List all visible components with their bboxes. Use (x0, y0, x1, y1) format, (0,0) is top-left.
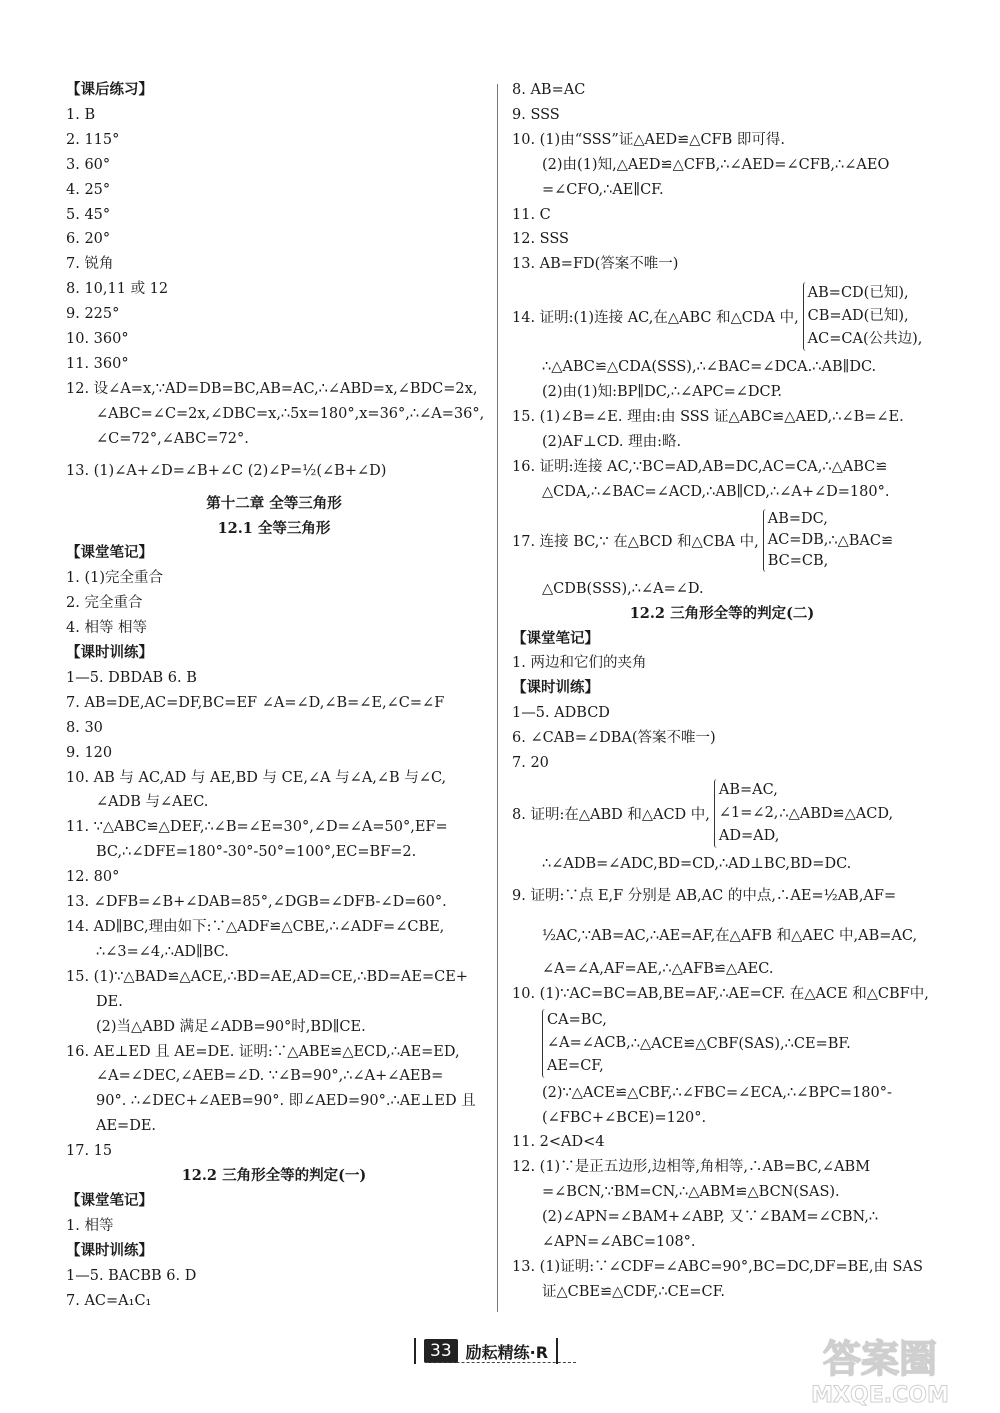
answer-line: 7. AB=DE,AC=DF,BC=EF ∠A=∠D,∠B=∠E,∠C=∠F (66, 694, 445, 711)
answer-line: 9. 证明:∵点 E,F 分别是 AB,AC 的中点,∴AE=½AB,AF= (512, 888, 897, 905)
answer-line: 12.1 全等三角形 (217, 519, 331, 537)
answer-line: 17. 15 (66, 1143, 113, 1160)
answer-line: 12.2 三角形全等的判定(二) (629, 604, 815, 622)
answer-line: 11. 360° (66, 355, 129, 372)
answer-line: 【课后练习】 (66, 81, 153, 98)
answer-17-text: 17. 连接 BC,∵ 在△BCD 和△CBA 中, (512, 534, 759, 551)
answer-line: 9. 225° (66, 306, 120, 323)
brace-14 (803, 282, 923, 351)
answers-block-10-13 (512, 1081, 932, 1305)
answer-line: 1—5. BACBB 6. D (66, 1267, 197, 1284)
answer-line: ∠A=∠A,AF=AE,∴△AFB≌△AEC. (542, 960, 774, 977)
answer-10-proof (512, 1007, 932, 1081)
answer-line: 12. SSS (512, 231, 569, 248)
answer-line: 15. (1)∵△BAD≌△ACE,∴BD=AE,AD=CE,∴BD=AE=CE+ (66, 968, 468, 985)
answer-line: 1. 两边和它们的夹角 (512, 655, 647, 672)
answer-line: 7. 锐角 (66, 256, 114, 273)
brace-line: AB=CD(已知), (807, 284, 909, 301)
answer-line: (2)AF⊥CD. 理由:略. (542, 433, 682, 450)
section-12-2-part2 (512, 577, 932, 776)
watermark-line1: 答案圈 (822, 1337, 938, 1381)
answer-line: (2)∠APN=∠BAM+∠ABP, 又∵∠BAM=∠CBN,∴ (542, 1209, 879, 1226)
answer-line: 9. 120 (66, 744, 113, 761)
answer-line: 【课时训练】 (66, 644, 153, 662)
brace-line: AB=DC, (767, 511, 828, 528)
answer-line: 9. SSS (512, 106, 560, 123)
brace-8 (714, 779, 779, 848)
answer-line: 11. 2<AD<4 (512, 1134, 605, 1151)
answer-line: 15. (1)∠B=∠E. 理由:由 SSS 证△ABC≌△AED,∴∠B=∠E. (512, 409, 904, 426)
answer-line: 14. AD∥BC,理由如下:∵△ADF≌△CBE,∴∠ADF=∠CBE, (66, 919, 445, 935)
answer-line: 13. (1)证明:∵∠CDF=∠ABC=90°,BC=DC,DF=BE,由 SAS (512, 1259, 923, 1275)
answer-line: ∠A=∠DEC,∠AEB=∠D. ∵∠B=90°,∴∠A+∠AEB= (96, 1068, 444, 1085)
answer-line: 11. C (512, 206, 551, 223)
brace-line: CB=AD(已知), (807, 307, 909, 324)
brace-line: AC=DB, (767, 532, 829, 549)
answer-line: 12.2 三角形全等的判定(一) (181, 1167, 367, 1185)
answer-14-text: 14. 证明:(1)连接 AC,在△ABC 和△CDA 中, (512, 309, 799, 326)
answer-line: 1. B (66, 106, 96, 123)
brace-line: AB=AC, (718, 782, 778, 799)
answer-line: 7. 20 (512, 755, 549, 772)
brace-line: CA=BC, (547, 1012, 607, 1029)
answer-line: 证△CBE≌△CDF,∴CE=CF. (542, 1283, 725, 1300)
answer-line: 3. 60° (66, 156, 111, 173)
answer-line: ½AC,∵AB=AC,∴AE=AF,在△AFB 和△AEC 中,AB=AC, (542, 928, 918, 945)
answer-line: ∠ABC=∠C=2x,∠DBC=x,∴5x=180°,x=36°,∴∠A=36°, (96, 405, 485, 422)
answer-line: (∠FBC+∠BCE)=120°. (542, 1109, 707, 1126)
answer-14-proof (512, 277, 932, 355)
answer-line: ∠C=72°,∠ABC=72°. (96, 430, 249, 447)
answer-line: 5. 45° (66, 206, 111, 223)
answers-block-14-16 (512, 355, 932, 504)
answer-line: (2)由(1)知,△AED≌△CFB,∴∠AED=∠CFB,∴∠AEO (542, 156, 890, 173)
answer-line: 10. 360° (66, 331, 129, 348)
answer-line: 2. 115° (66, 131, 120, 148)
answer-line: 2. 完全重合 (66, 595, 143, 612)
answer-line: 13. (1)∠A+∠D=∠B+∠C (2)∠P=½(∠B+∠D) (66, 463, 387, 480)
answer-line: 12. 80° (66, 869, 120, 886)
answer-line: 【课时训练】 (512, 679, 599, 697)
answer-line: (2)当△ABD 满足∠ADB=90°时,BD∥CE. (96, 1018, 366, 1035)
answer-line: ∠APN=∠ABC=108°. (542, 1234, 696, 1251)
answer-line: 1. 相等 (66, 1217, 114, 1234)
answer-line: 10. (1)由“SSS”证△AED≌△CFB 即可得. (512, 131, 785, 148)
answer-line: 16. AE⊥ED 且 AE=DE. 证明:∵△ABE≌△ECD,∴AE=ED, (66, 1043, 460, 1060)
answer-line: 【课堂笔记】 (512, 629, 599, 647)
answer-line: 13. ∠DFB=∠B+∠DAB=85°,∠DGB=∠DFB-∠D=60°. (66, 894, 447, 911)
watermark-logo (780, 1330, 980, 1408)
answer-line: =∠CFO,∴AE∥CF. (542, 181, 664, 198)
answers-block-8-10 (512, 852, 932, 1007)
answer-17-proof (512, 505, 932, 577)
answer-line: 10. (1)∵AC=BC=AB,BE=AF,∴AE=CF. 在△ACE 和△CBF中, (512, 985, 929, 1002)
answer-line: =∠BCN,∵BM=CN,∴△ABM≌△BCN(SAS). (542, 1184, 840, 1201)
answer-line: 12. 设∠A=x,∵AD=DB=BC,AB=AC,∴∠ABD=x,∠BDC=2x, (66, 380, 478, 397)
brace-line: BC=CB, (767, 553, 829, 570)
answer-line: 6. 20° (66, 231, 111, 248)
brace-line: ∠A=∠ACB, (547, 1035, 631, 1052)
page-number: 33 (424, 1339, 458, 1363)
brace-line: ∠1=∠2, (718, 805, 779, 822)
answer-line: 8. AB=AC (512, 82, 586, 98)
answer-line: 8. 30 (66, 719, 103, 736)
answer-line: 8. 10,11 或 12 (66, 281, 169, 298)
answer-line: DE. (96, 993, 123, 1010)
answer-line: 12. (1)∵是正五边形,边相等,角相等,∴AB=BC,∠ABM (512, 1159, 871, 1176)
answer-line: ∠ADB 与∠AEC. (96, 794, 209, 811)
right-column (512, 78, 932, 1305)
answer-line: 第十二章 全等三角形 (206, 494, 342, 512)
answer-line: 1—5. DBDAB 6. B (66, 669, 197, 686)
answer-8-proof (512, 776, 932, 852)
answer-line: (2)由(1)知:BP∥DC,∴∠APC=∠DCP. (542, 384, 783, 401)
brace-line: AC=CA(公共边), (807, 330, 923, 347)
footer-bar-right (556, 1338, 558, 1364)
answer-10-tail: ∴△ACE≌△CBF(SAS),∴CE=BF. (630, 1035, 851, 1052)
answer-8-text: 8. 证明:在△ABD 和△ACD 中, (512, 807, 710, 824)
answer-line: 4. 25° (66, 181, 111, 198)
answer-line: 11. ∵△ABC≌△DEF,∴∠B=∠E=30°,∠D=∠A=50°,EF= (66, 819, 448, 836)
brace-10 (542, 1009, 631, 1078)
answer-line: ∴∠ADB=∠ADC,BD=CD,∴AD⊥BC,BD=DC. (542, 855, 852, 872)
brace-line: AE=CF, (547, 1058, 604, 1075)
footer-dashed-line (426, 1362, 576, 1363)
brace-line: AD=AD, (718, 828, 780, 845)
answer-line: △CDA,∴∠BAC=∠ACD,∴AB∥CD,∴∠A+∠D=180°. (542, 483, 890, 500)
answer-line: 13. AB=FD(答案不唯一) (512, 256, 679, 273)
answer-line: 6. ∠CAB=∠DBA(答案不唯一) (512, 730, 716, 747)
brand-name: 励耘精练·R (465, 1342, 549, 1362)
answer-line: 【课时训练】 (66, 1241, 153, 1259)
answer-line: 16. 证明:连接 AC,∵BC=AD,AB=DC,AC=CA,∴△ABC≌ (512, 458, 888, 475)
answers-block-8-13 (512, 78, 932, 277)
answer-line: 7. AC=A₁C₁ (66, 1292, 152, 1309)
answer-line: 10. AB 与 AC,AD 与 AE,BD 与 CE,∠A 与∠A,∠B 与∠C, (66, 769, 447, 786)
left-column (66, 78, 485, 1314)
answer-line: 【课堂笔记】 (66, 1191, 153, 1209)
answer-17-tail: ∴△BAC≌ (828, 532, 894, 549)
answer-line: 1—5. ADBCD (512, 705, 610, 722)
answer-line: △CDB(SSS),∴∠A=∠D. (542, 580, 704, 597)
answer-line: ∴∠3=∠4,∴AD∥BC. (96, 943, 229, 960)
column-divider (497, 84, 498, 1312)
answer-line: ∴△ABC≌△CDA(SSS),∴∠BAC=∠DCA.∴AB∥DC. (542, 359, 877, 376)
brace-17 (763, 509, 829, 572)
answer-8-tail: ∴△ABD≌△ACD, (779, 805, 894, 822)
footer-bar-left (414, 1338, 416, 1364)
answer-line: 4. 相等 相等 (66, 620, 148, 637)
watermark-line2: MXQE.COM (811, 1383, 949, 1408)
answer-line: (2)∵△ACE≌△CBF,∴∠FBC=∠ECA,∴∠BPC=180°- (542, 1084, 892, 1101)
answer-line: 1. (1)完全重合 (66, 570, 163, 587)
answer-line: 【课堂笔记】 (66, 544, 153, 562)
answer-line: AE=DE. (96, 1118, 157, 1135)
answer-line: BC,∴∠DFE=180°-30°-50°=100°,EC=BF=2. (96, 844, 417, 861)
answer-line: 90°. ∴∠DEC+∠AEB=90°. 即∠AED=90°.∴AE⊥ED 且 (96, 1093, 476, 1110)
